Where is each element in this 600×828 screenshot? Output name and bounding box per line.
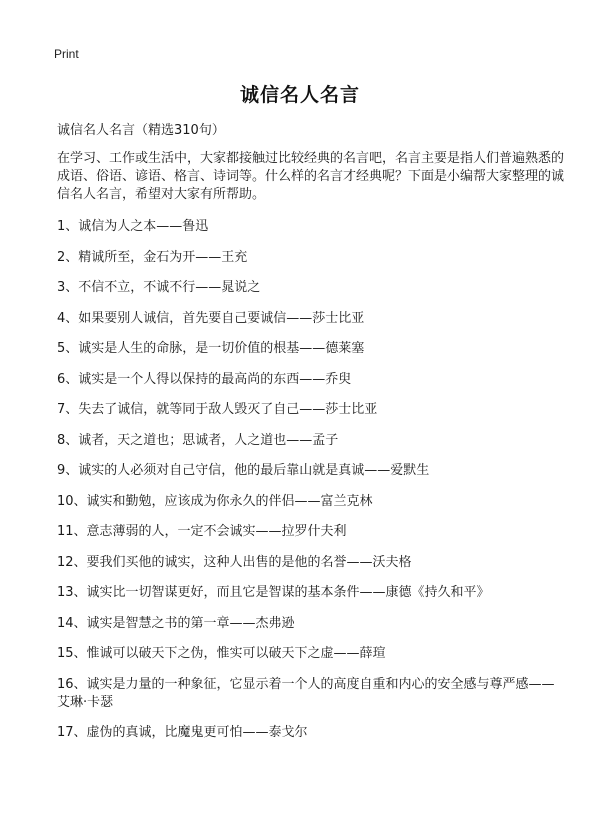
- quote-item: 15、惟诚可以破天下之伪，惟实可以破天下之虚——薛瑄: [57, 646, 386, 661]
- quote-item: 10、诚实和勤勉，应该成为你永久的伴侣——富兰克林: [57, 493, 373, 509]
- quote-item: 3、不信不立，不诚不行——晁说之: [57, 280, 261, 295]
- quote-item: 2、精诚所至，金石为开——王充: [57, 249, 248, 265]
- quote-item: 4、如果要别人诚信，首先要自己要诚信——莎士比亚: [57, 310, 365, 326]
- quote-list: [57, 218, 567, 754]
- print-label: Print: [54, 47, 79, 61]
- quote-item: 1、诚信为人之本——鲁迅: [57, 219, 209, 234]
- quote-item: 17、虚伪的真诚，比魔鬼更可怕——泰戈尔: [57, 724, 308, 740]
- quote-item: 8、诚者，天之道也；思诚者，人之道也——孟子: [57, 432, 339, 448]
- quote-item: 5、诚实是人生的命脉，是一切价值的根基——德莱塞: [57, 341, 365, 356]
- quote-item: 7、失去了诚信，就等同于敌人毁灭了自己——莎士比亚: [57, 402, 378, 417]
- intro-paragraph: 在学习、工作或生活中，大家都接触过比较经典的名言吧，名言主要是指人们普遍熟悉的成语、俗语、谚语、格言、诗词等。什么样的名言才经典呢？下面是小编帮大家整理的诚信名人名言，希望对大家有所帮助。: [57, 151, 565, 202]
- page-title: 诚信名人名言: [239, 84, 360, 106]
- quote-item: 12、要我们买他的诚实，这种人出售的是他的名誉——沃夫格: [57, 554, 412, 570]
- document-subtitle: 诚信名人名言（精选310句）: [57, 123, 225, 138]
- quote-item: 16、诚实是力量的一种象征，它显示着一个人的高度自重和内心的安全感与尊严感——艾琳·卡瑟: [57, 676, 555, 710]
- quote-item: 11、意志薄弱的人，一定不会诚实——拉罗什夫利: [57, 524, 347, 539]
- quote-item: 6、诚实是一个人得以保持的最高尚的东西——乔臾: [57, 371, 352, 387]
- quote-item: 9、诚实的人必须对自己守信，他的最后靠山就是真诚——爱默生: [57, 463, 430, 478]
- quote-item: 13、诚实比一切智谋更好，而且它是智谋的基本条件——康德《持久和平》: [57, 585, 490, 600]
- quote-item: 14、诚实是智慧之书的第一章——杰弗逊: [57, 615, 295, 631]
